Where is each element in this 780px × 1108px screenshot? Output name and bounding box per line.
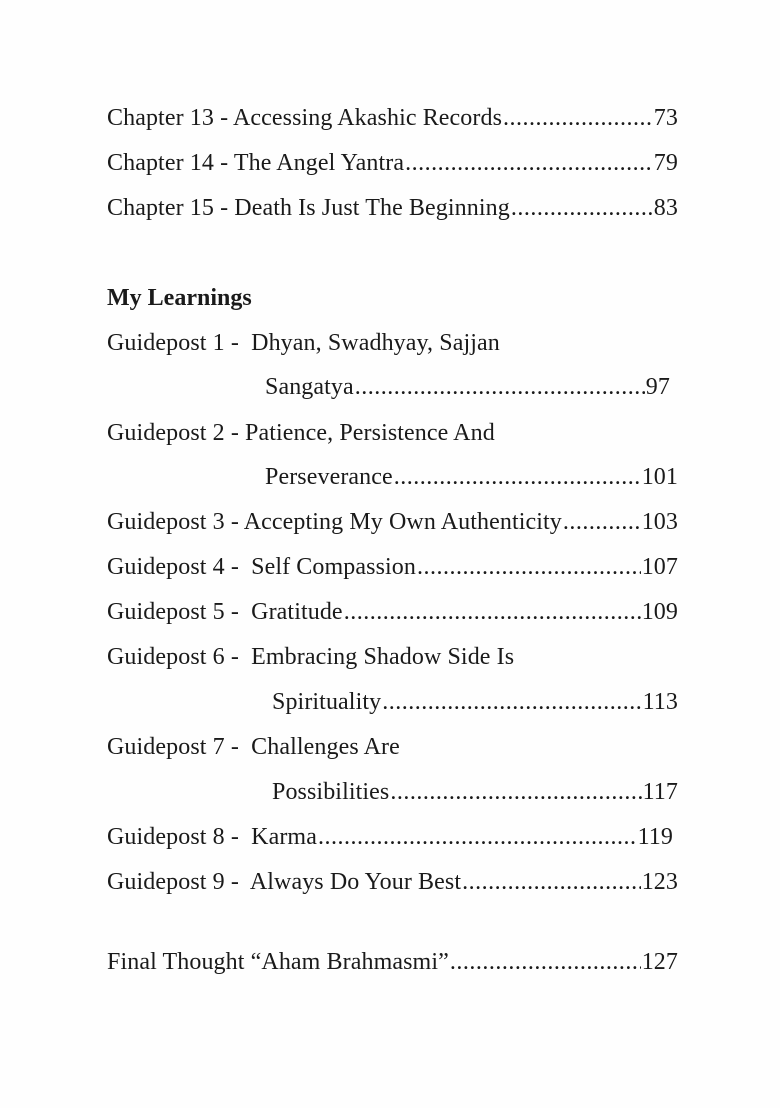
toc-page: 79	[653, 150, 678, 176]
toc-guidepost-6	[107, 641, 514, 673]
toc-label: Guidepost 7 - Challenges Are	[107, 734, 400, 760]
toc-label-cont: Spirituality	[272, 689, 382, 715]
toc-label: Chapter 15 - Death Is Just The Beginning	[107, 195, 510, 221]
toc-guidepost-3	[107, 506, 678, 538]
toc-page: 97	[645, 374, 670, 400]
toc-label: Guidepost 9 - Always Do Your Best	[107, 869, 462, 895]
toc-page: 83	[653, 195, 678, 221]
dot-leader	[462, 866, 641, 898]
toc-guidepost-5	[107, 596, 678, 628]
toc-page: 117	[642, 779, 678, 805]
dot-leader	[563, 506, 641, 538]
toc-guidepost-6-cont	[272, 686, 678, 718]
toc-guidepost-2-cont	[265, 461, 678, 493]
dot-leader	[394, 461, 641, 493]
toc-page: 113	[642, 689, 678, 715]
toc-label: Chapter 13 - Accessing Akashic Records	[107, 105, 503, 131]
dot-leader	[450, 946, 641, 978]
toc-label: Guidepost 4 - Self Compassion	[107, 554, 416, 580]
toc-chapter-14	[107, 147, 678, 179]
toc-guidepost-7	[107, 731, 400, 763]
toc-page: 123	[641, 869, 678, 895]
toc-guidepost-1-cont	[265, 371, 670, 403]
dot-leader	[318, 821, 637, 853]
dot-leader	[355, 371, 645, 403]
toc-label: Chapter 14 - The Angel Yantra	[107, 150, 405, 176]
dot-leader	[405, 147, 653, 179]
toc-guidepost-4	[107, 551, 678, 583]
toc-page: 73	[653, 105, 678, 131]
toc-guidepost-8	[107, 821, 673, 853]
dot-leader	[390, 776, 641, 808]
toc-chapter-15	[107, 192, 678, 224]
toc-label: Guidepost 5 - Gratitude	[107, 599, 343, 625]
dot-leader	[344, 596, 641, 628]
toc-chapter-13	[107, 102, 678, 134]
toc-label: Guidepost 8 - Karma	[107, 824, 317, 850]
toc-label: Final Thought “Aham Brahmasmi”	[107, 949, 449, 975]
toc-page: 107	[641, 554, 678, 580]
dot-leader	[503, 102, 653, 134]
toc-label: Guidepost 1 - Dhyan, Swadhyay, Sajjan	[107, 330, 500, 356]
toc-label-cont: Perseverance	[265, 464, 393, 490]
toc-guidepost-1	[107, 327, 500, 359]
toc-page: 101	[641, 464, 678, 490]
toc-page: 127	[641, 949, 678, 975]
toc-page: 109	[641, 599, 678, 625]
toc-guidepost-2	[107, 417, 495, 449]
dot-leader	[511, 192, 653, 224]
toc-label: Guidepost 6 - Embracing Shadow Side Is	[107, 644, 515, 670]
toc-label: Guidepost 2 - Patience, Persistence And	[107, 420, 495, 446]
toc-guidepost-9	[107, 866, 678, 898]
toc-page: 103	[641, 509, 678, 535]
dot-leader	[382, 686, 641, 718]
section-title: My Learnings	[107, 285, 252, 311]
toc-label-cont: Possibilities	[272, 779, 390, 805]
toc-page: 119	[637, 824, 673, 850]
toc-final-thought	[107, 946, 678, 978]
toc-label: Guidepost 3 - Accepting My Own Authenticity	[107, 509, 562, 535]
toc-label-cont: Sangatya	[265, 374, 354, 400]
toc-guidepost-7-cont	[272, 776, 678, 808]
dot-leader	[417, 551, 641, 583]
